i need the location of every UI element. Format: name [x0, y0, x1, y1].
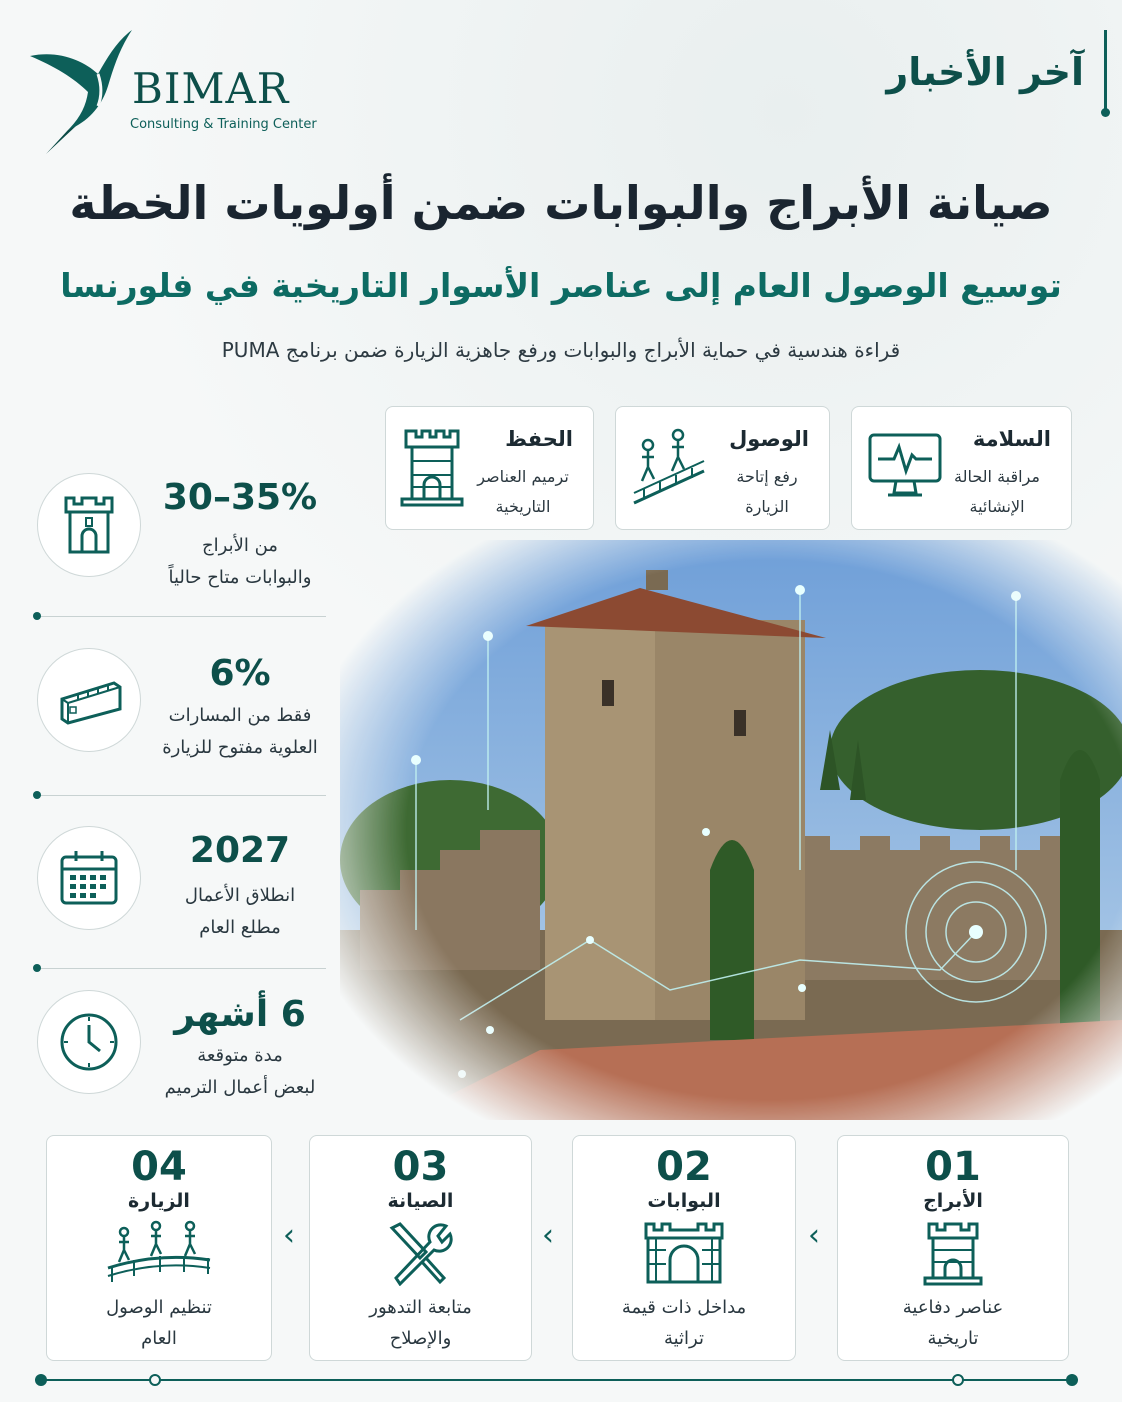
bottom-rule-ring	[952, 1374, 964, 1386]
step-number: 03	[392, 1144, 449, 1190]
section-label: آخر الأخبار	[886, 50, 1084, 94]
stat-divider-dot	[33, 612, 41, 620]
step-number: 02	[656, 1144, 712, 1190]
step-card-04	[46, 1135, 272, 1361]
feature-title: السلامة	[972, 427, 1051, 451]
feature-desc: رفع إتاحة الزيارة	[736, 467, 798, 516]
bimar-logo	[28, 26, 138, 156]
stat-desc: انطلاق الأعمال مطلع العام	[184, 885, 296, 938]
feature-title: الحفظ	[505, 427, 573, 451]
section-rule	[1104, 30, 1107, 112]
section-rule-dot	[1101, 108, 1110, 117]
stat-icon-circle	[37, 473, 141, 577]
stat-value: 6 أشهر	[174, 994, 306, 1035]
stat-icon-circle	[37, 990, 141, 1094]
visitors-icon	[104, 1220, 214, 1286]
stat-divider	[36, 968, 326, 969]
feature-card-safety	[851, 406, 1072, 530]
brand-tagline: Consulting & Training Center	[130, 117, 317, 132]
stat-icon-circle	[37, 826, 141, 930]
stat-value: 30–35%	[162, 477, 318, 518]
bottom-rule-dot	[1066, 1374, 1078, 1386]
feature-desc: ترميم العناصر التاريخية	[477, 467, 569, 516]
clock-icon	[58, 1011, 120, 1073]
chevron-left-icon: ‹	[283, 1218, 295, 1253]
chevron-left-icon: ‹	[808, 1218, 820, 1253]
stat-icon-circle	[37, 648, 141, 752]
feature-desc: مراقبة الحالة الإنشائية	[954, 467, 1040, 516]
page-subtitle: توسيع الوصول العام إلى عناصر الأسوار التاريخية في فلورنسا	[60, 266, 1062, 305]
bottom-rule-ring	[149, 1374, 161, 1386]
stat-desc: فقط من المسارات العلوية مفتوح للزيارة	[162, 705, 318, 758]
step-title: البوابات	[647, 1190, 721, 1212]
step-desc: تنظيم الوصول العام	[106, 1297, 212, 1349]
walkers-on-ramp-icon	[630, 427, 708, 509]
step-desc: عناصر دفاعية تاريخية	[902, 1297, 1004, 1349]
wall-walk-icon	[58, 669, 124, 731]
stat-value: 2027	[189, 830, 291, 871]
step-desc: متابعة التدهور والإصلاح	[369, 1297, 472, 1349]
step-title: الأبراج	[923, 1190, 983, 1212]
monitor-heartbeat-icon	[866, 427, 944, 505]
page-lead: قراءة هندسية في حماية الأبراج والبوابات ورفع جاهزية الزيارة ضمن برنامج PUMA	[221, 338, 901, 362]
feature-title: الوصول	[729, 427, 809, 451]
brand-name: BIMAR	[132, 64, 290, 113]
tower-photo	[340, 540, 1122, 1120]
stat-desc: من الأبراج والبوابات متاح حالياً	[168, 535, 312, 588]
page-title: صيانة الأبراج والبوابات ضمن أولويات الخطة	[69, 176, 1053, 230]
step-card-02	[572, 1135, 796, 1361]
wrench-screwdriver-icon	[386, 1220, 456, 1286]
step-number: 01	[925, 1144, 981, 1190]
feature-card-preservation	[385, 406, 594, 530]
stat-divider-dot	[33, 964, 41, 972]
stat-divider-dot	[33, 791, 41, 799]
stat-value: 6%	[209, 653, 271, 694]
stat-desc: مدة متوقعة لبعض أعمال الترميم	[164, 1045, 316, 1098]
step-title: الصيانة	[387, 1190, 454, 1212]
bottom-rule	[38, 1379, 1072, 1381]
gate-icon	[642, 1220, 726, 1286]
stat-divider	[36, 795, 326, 796]
tower-icon	[400, 427, 464, 507]
chevron-left-icon: ‹	[542, 1218, 554, 1253]
calendar-icon	[58, 847, 120, 909]
feature-card-access	[615, 406, 830, 530]
bottom-rule-dot	[35, 1374, 47, 1386]
step-desc: مداخل ذات قيمة تراثية	[621, 1297, 747, 1349]
step-title: الزيارة	[128, 1190, 190, 1212]
tower-icon	[923, 1220, 983, 1286]
step-card-01	[837, 1135, 1069, 1361]
step-number: 04	[131, 1144, 187, 1190]
step-card-03	[309, 1135, 532, 1361]
stat-divider	[36, 616, 326, 617]
tower-gate-icon	[58, 494, 120, 556]
